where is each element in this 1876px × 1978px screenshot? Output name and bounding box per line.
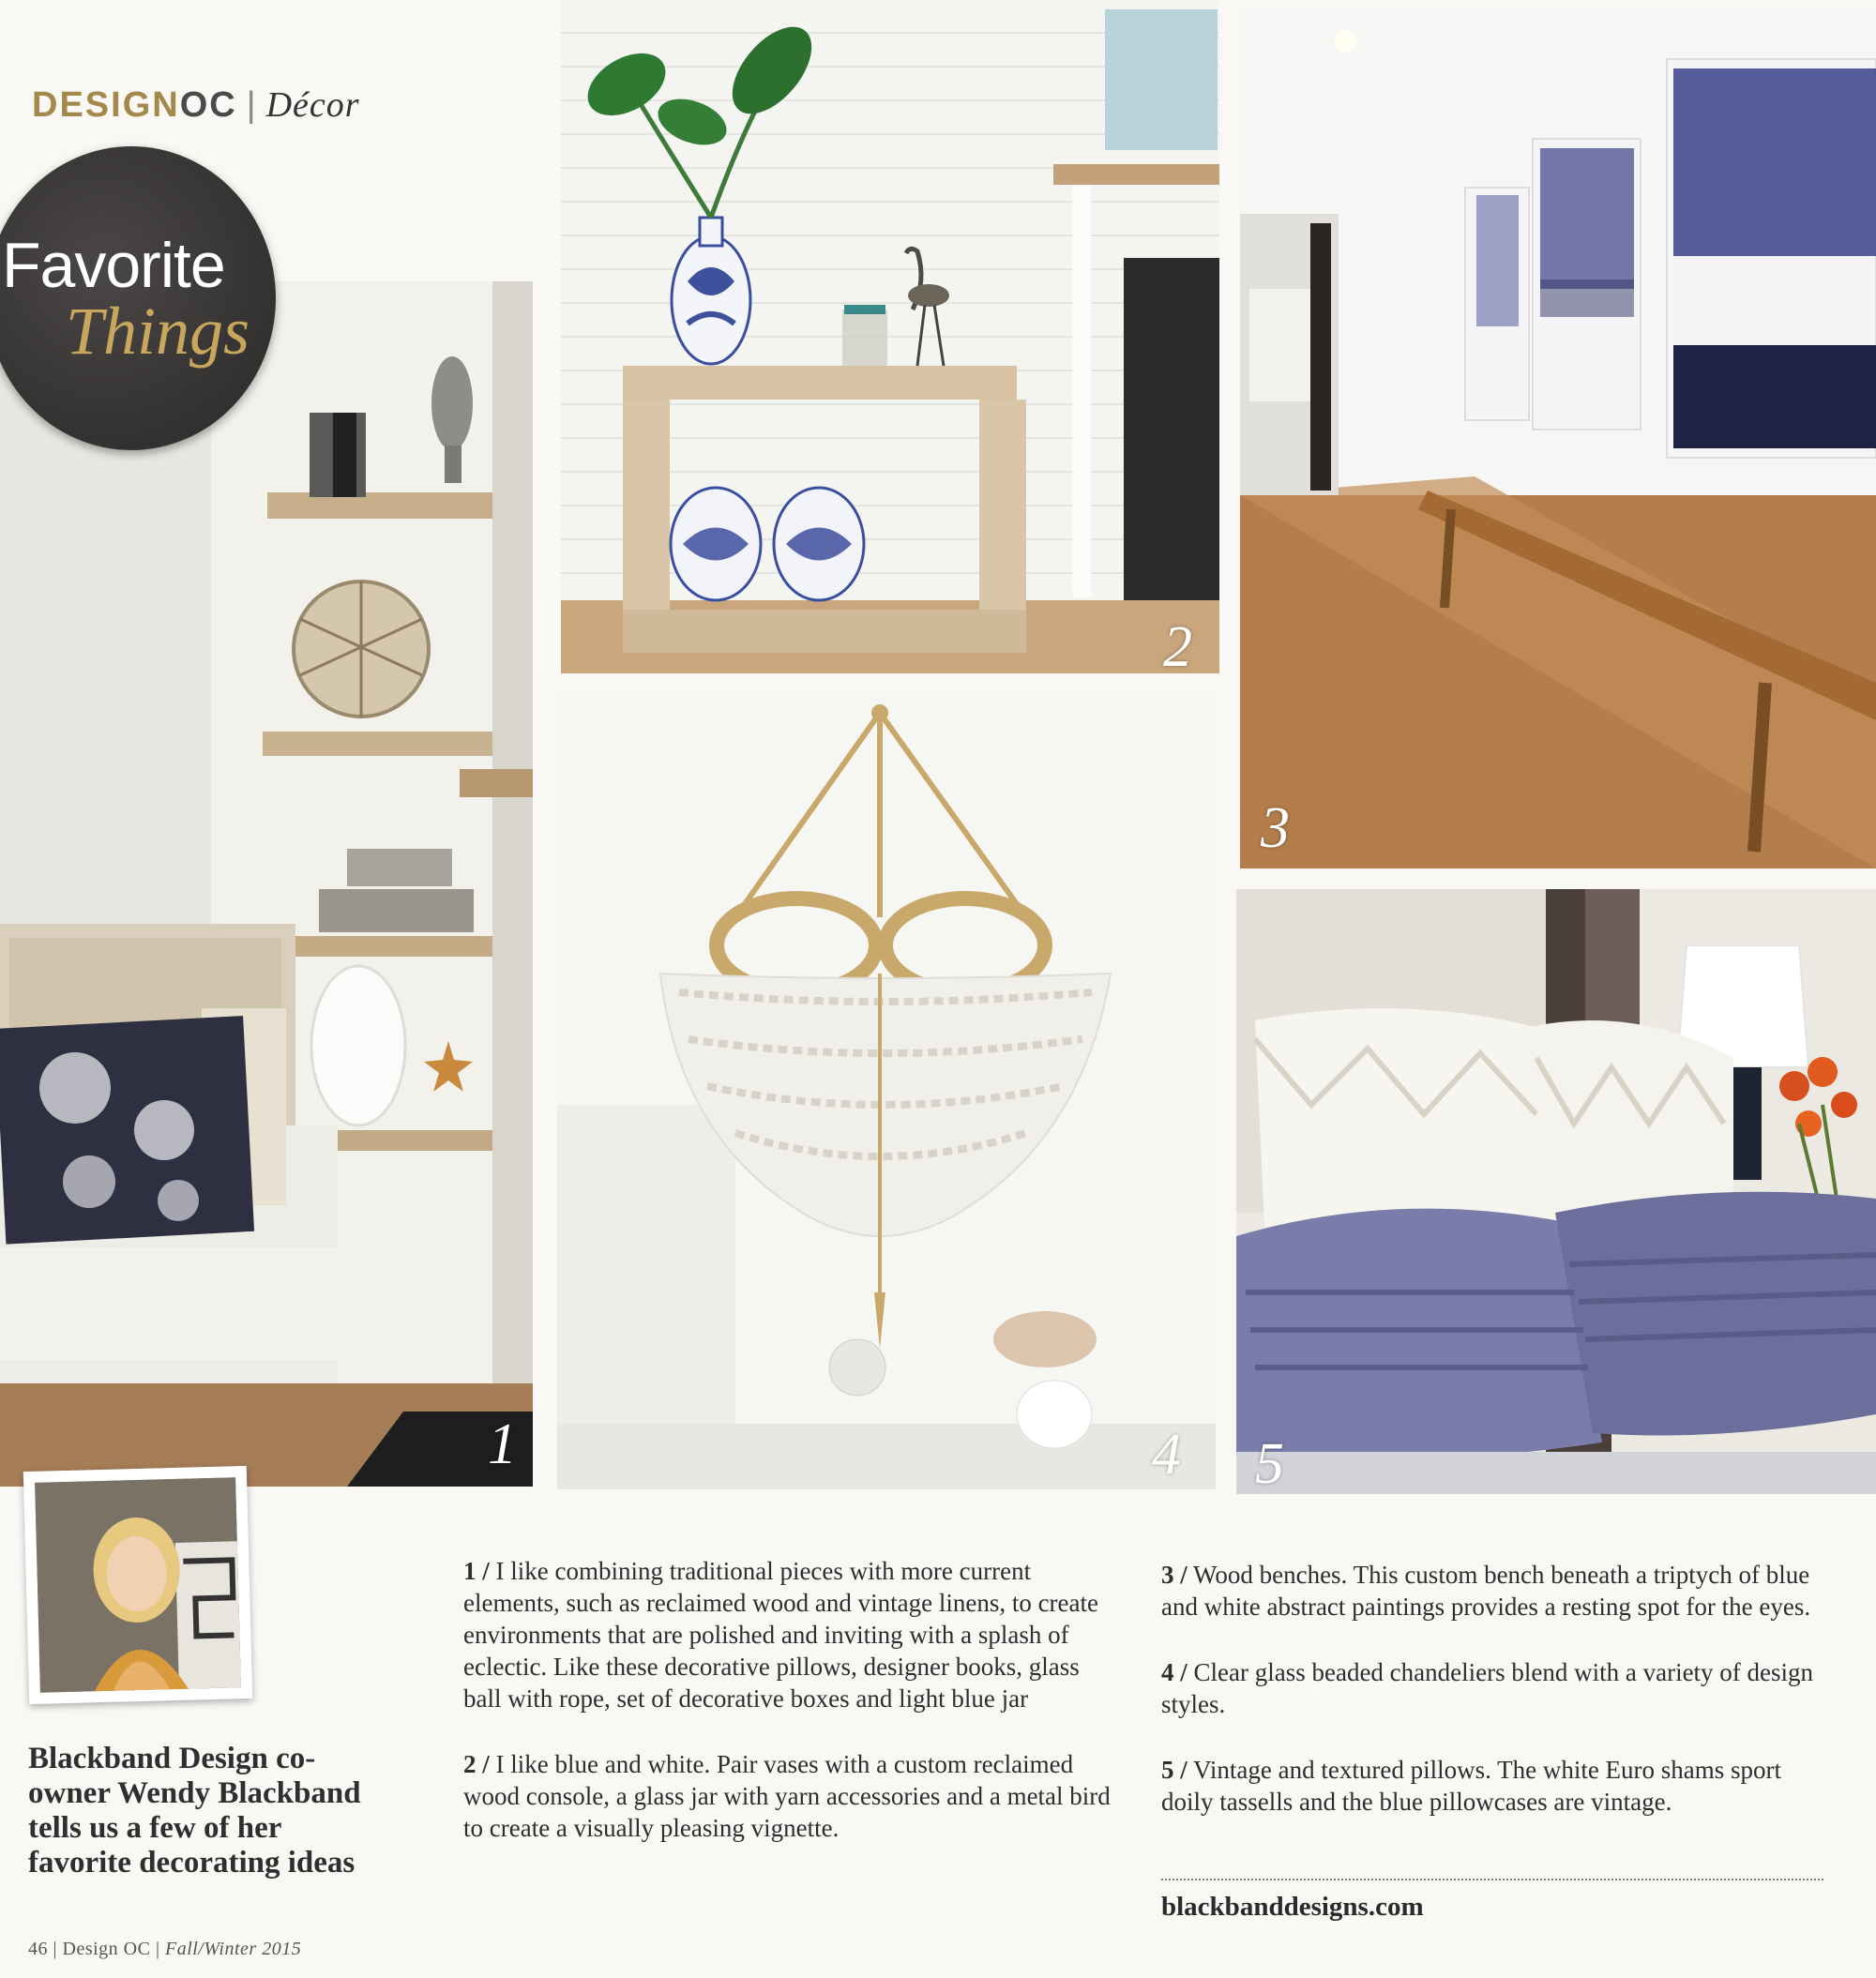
badge-subtitle: Things: [66, 294, 250, 369]
photo-number-4: 4: [1152, 1423, 1181, 1487]
section-title: Décor: [265, 85, 360, 125]
section-header: [32, 84, 360, 126]
tip-item-3: 3 / Wood benches. This custom bench beneath a triptych of blue and white abstract paintings provides a resting spot for the eyes.: [1161, 1561, 1811, 1621]
photo-number-1: 1: [488, 1412, 517, 1476]
website-link[interactable]: blackbanddesigns.com: [1161, 1892, 1424, 1922]
tip-item-4: 4 / Clear glass beaded chandeliers blend with a variety of design styles.: [1161, 1658, 1814, 1718]
page-footer: 46 | Design OC | Fall/Winter 2015: [28, 1939, 302, 1959]
favorite-things-badge: [0, 146, 276, 450]
tip-item-2: 2 / I like blue and white. Pair vases with a custom reclaimed wood console, a glass jar with yarn accessories and a metal bird to create a visually pleasing vignette.: [463, 1750, 1111, 1842]
wendy-blackband-portrait: [23, 1466, 252, 1704]
photo-number-3: 3: [1261, 796, 1290, 860]
badge-title: Favorite: [2, 230, 225, 301]
header-separator: |: [246, 85, 257, 125]
magazine-name: Design OC: [62, 1939, 151, 1959]
tip-item-1: 1 / I like combining traditional pieces with more current elements, such as reclaimed wood and vintage linens, to create environments that are polished and inviting with a splash of eclectic. Like these decorative pillows, designer books, glass ball with rope, set of decorative boxes and light blue jar: [463, 1557, 1099, 1713]
tips-column-right: [1161, 1559, 1827, 1851]
photo-number-5: 5: [1255, 1432, 1284, 1494]
photo-shelving-vignette: [0, 281, 533, 1487]
designer-bio: Blackband Design co-owner Wendy Blackband tells us a few of her favorite decorating ideas: [28, 1742, 361, 1880]
photo-console-vignette: [561, 0, 1219, 673]
photo-beaded-chandelier: [557, 692, 1216, 1489]
tips-column-left: [463, 1555, 1120, 1878]
issue-name: Fall/Winter 2015: [164, 1939, 302, 1959]
dotted-divider: [1161, 1879, 1823, 1880]
photo-hallway-bench: [1240, 8, 1876, 868]
tip-item-5: 5 / Vintage and textured pillows. The white Euro shams sport doily tassells and the blue pillowcases are vintage.: [1161, 1756, 1782, 1816]
magazine-logo: DESIGNOC: [32, 85, 237, 125]
page-number: 46: [28, 1939, 48, 1959]
photo-bedroom-pillows: [1236, 889, 1876, 1494]
photo-number-2: 2: [1163, 615, 1192, 673]
